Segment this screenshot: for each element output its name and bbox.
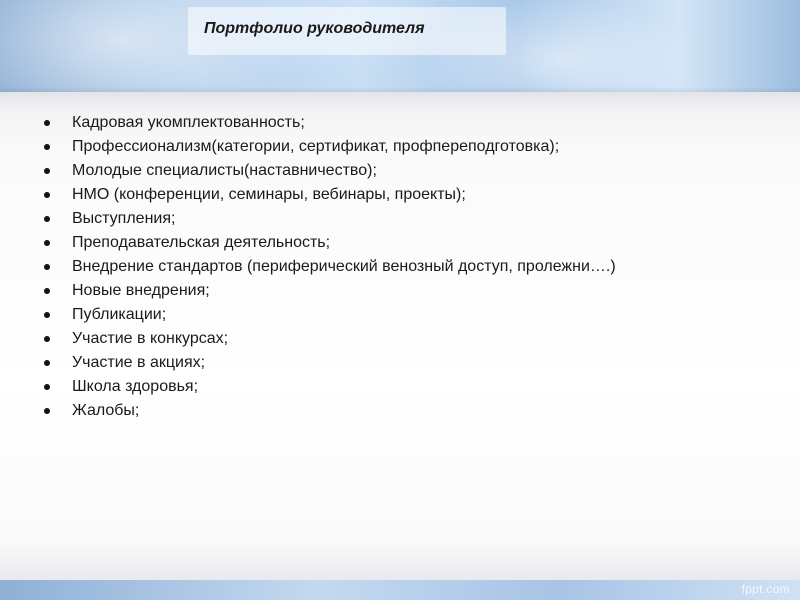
bullet-icon [44, 360, 50, 366]
list-item-text: Внедрение стандартов (периферический венозный доступ, пролежни….) [72, 258, 616, 275]
list-item-text: Участие в акциях; [72, 354, 206, 371]
bullet-icon [44, 240, 50, 246]
list-item-text: Новые внедрения; [72, 282, 210, 299]
bullet-icon [44, 288, 50, 294]
list-item-text: Выступления; [72, 210, 176, 227]
list-item-text: Молодые специалисты(наставничество); [72, 162, 377, 179]
list-item-text: Жалобы; [72, 402, 140, 419]
bullet-icon [44, 168, 50, 174]
footer-band [0, 580, 800, 600]
bullet-icon [44, 384, 50, 390]
bullet-icon [44, 336, 50, 342]
bullet-icon [44, 408, 50, 414]
bullet-icon [44, 312, 50, 318]
list-item-text: НМО (конференции, семинары, вебинары, проекты); [72, 186, 466, 203]
list-item-text: Преподавательская деятельность; [72, 234, 331, 251]
bullet-icon [44, 264, 50, 270]
bullet-icon [44, 216, 50, 222]
list-item-text: Участие в конкурсах; [72, 330, 229, 347]
watermark: fppt.com [741, 582, 790, 596]
list-item-text: Кадровая укомплектованность; [72, 114, 305, 131]
list-item-text: Школа здоровья; [72, 378, 199, 395]
slide-title: Портфолио руководителя [204, 20, 425, 37]
list-item-text: Публикации; [72, 306, 167, 323]
bullet-icon [44, 144, 50, 150]
list-item-text: Профессионализм(категории, сертификат, профпереподготовка); [72, 138, 560, 155]
bullet-icon [44, 192, 50, 198]
bullet-icon [44, 120, 50, 126]
